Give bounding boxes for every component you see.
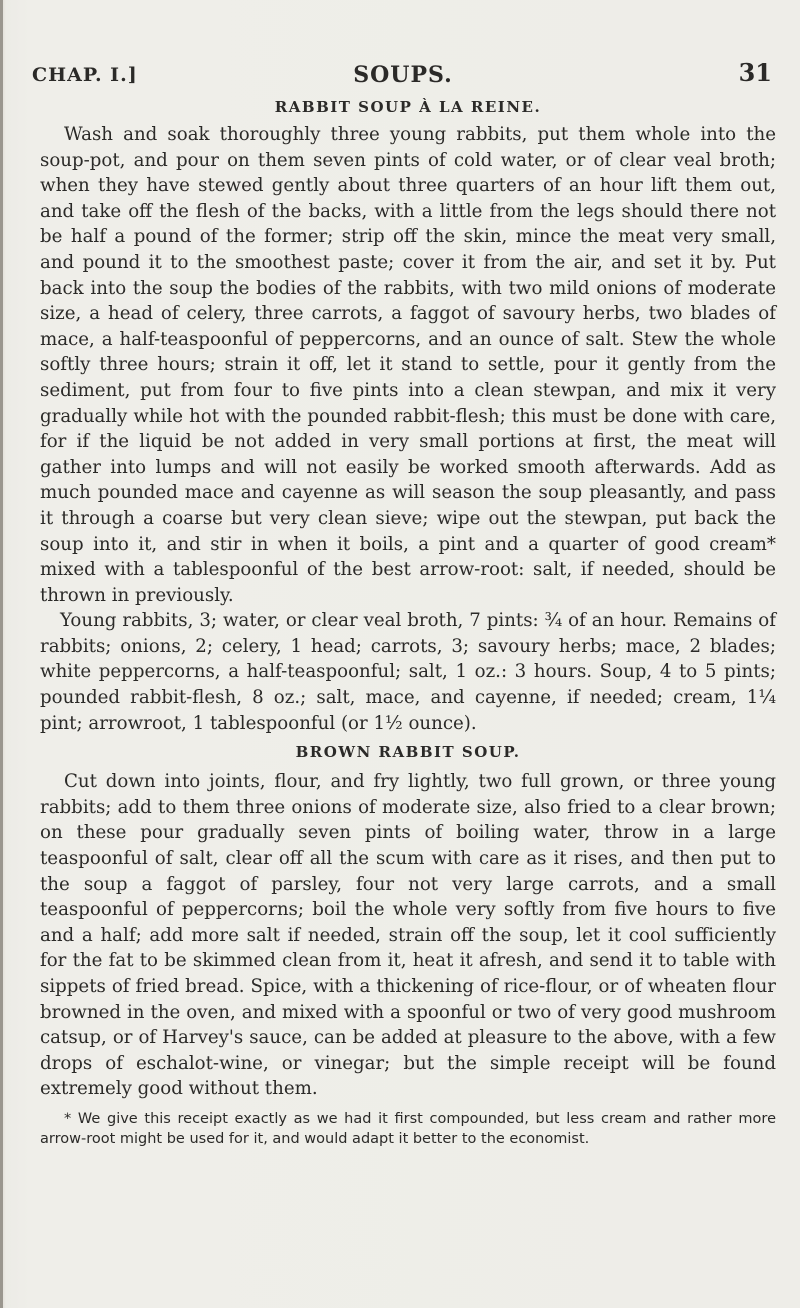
- page-spine-edge: [0, 0, 3, 1308]
- chapter-label: CHAP. I.]: [32, 64, 138, 86]
- page-number: 31: [738, 58, 772, 87]
- recipe-paragraph-rabbit-soup-a-la-reine: Wash and soak thoroughly three young rabbits, put them whole into the soup-pot, and pour on them seven pints of cold water, or of clear veal broth; when they have stewed gently about three quarters of an hour lift them out, and take off the flesh of the backs, with a little from the legs should there not be half a pound of the former; strip off the skin, mince the meat very small, and pound it to the smoothest paste; cover it from the air, and set it by. Put back into the soup the bodies of the rabbits, with two mild onions of moderate size, a head of celery, three carrots, a faggot of savoury herbs, two blades of mace, a half-teaspoonful of peppercorns, and an ounce of salt. Stew the whole softly three hours; strain it off, let it stand to settle, pour it gently from the sediment, put from four to five pints into a clean stewpan, and mix it very gradually while hot with the pounded rabbit-flesh; this must be done with care, for if the liquid be not added in very small portions at first, the meat will gather into lumps and will not easily be worked smooth afterwards. Add as much pounded mace and cayenne as will season the soup pleasantly, and pass it through a coarse but very clean sieve; wipe out the stewpan, put back the soup into it, and stir in when it boils, a pint and a quarter of good cream* mixed with a tablespoonful of the best arrow-root: salt, if needed, should be thrown in previously.: [40, 124, 776, 606]
- recipe-heading-brown-rabbit-soup: BROWN RABBIT SOUP.: [295, 743, 521, 762]
- section-title: SOUPS.: [353, 62, 453, 88]
- recipe-heading-rabbit-soup-a-la-reine: RABBIT SOUP À LA REINE.: [274, 98, 542, 116]
- recipe-paragraph-brown-rabbit-soup: Cut down into joints, flour, and fry lightly, two full grown, or three young rabbits; add to them three onions of moderate size, also fried to a clear brown; on these pour gradually seven pints of boiling water, throw in a large teaspoonful of salt, clear off all the scum with care as it rises, and then put to the soup a faggot of parsley, four not very large carrots, and a small teaspoonful of peppercorns; boil the whole very softly from five hours to five and a half; add more salt if needed, strain off the soup, let it cool sufficiently for the fat to be skimmed clean from it, heat it afresh, and send it to table with sippets of fried bread. Spice, with a thickening of rice-flour, or of wheaten flour browned in the oven, and mixed with a spoonful or two of very good mushroom catsup, or of Harvey's sauce, can be added at pleasure to the above, with a few drops of eschalot-wine, or vinegar; but the simple receipt will be found extremely good without them.: [40, 771, 776, 1100]
- footnote: * We give this receipt exactly as we had it first compounded, but less cream and rather more arrow-root might be used for it, and would adapt it better to the economist.: [40, 1110, 776, 1147]
- recipe-summary-rabbit-soup-a-la-reine: Young rabbits, 3; water, or clear veal broth, 7 pints: ¾ of an hour. Remains of rabbits; onions, 2; celery, 1 head; carrots, 3; savoury herbs; mace, 2 blades; white peppercorns, a half-teaspoonful; salt, 1 oz.: 3 hours. Soup, 4 to 5 pints; pounded rabbit-flesh, 8 oz.; salt, mace, and cayenne, if needed; cream, 1¼ pint; arrowroot, 1 tablespoonful (or 1½ ounce).: [40, 610, 776, 734]
- page-body: [40, 90, 776, 1149]
